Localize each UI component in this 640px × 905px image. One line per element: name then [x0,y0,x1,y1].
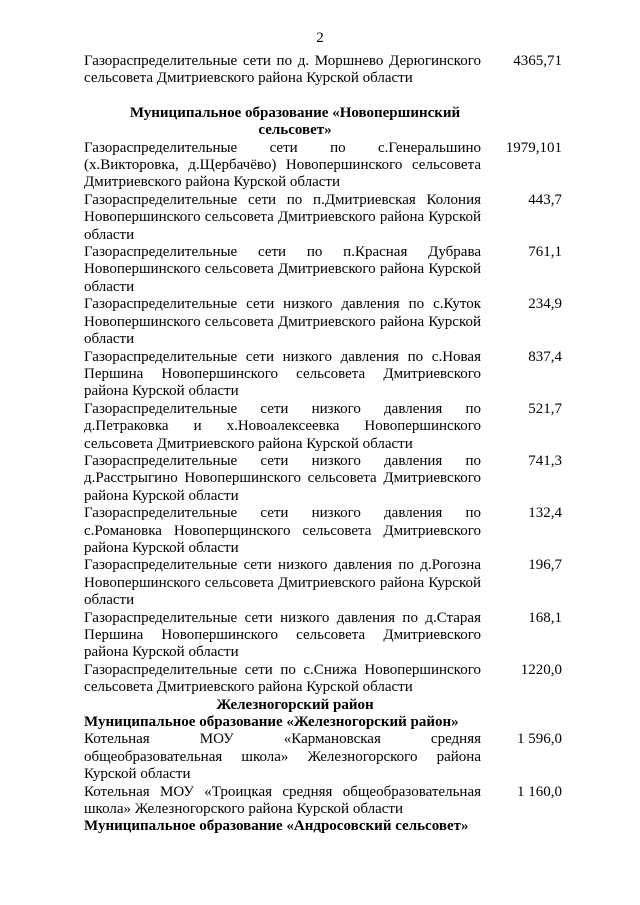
row-value: 1220,0 [520,661,562,678]
row-value: 761,1 [528,244,562,261]
table-row [84,244,564,296]
table-row [84,784,564,819]
row-value: 132,4 [528,505,562,522]
row-description: Газораспределительные сети по д. Моршнево Дерюгинского сельсовета Дмитриевского района Курской области [84,53,481,87]
row-value: 234,9 [528,296,562,313]
document-body [84,53,564,836]
row-description: Газораспределительные сети низкого давления по д.Расстрыгино Новопершинского сельсовета Дмитриевского района Курской области [84,452,481,504]
table-row [84,662,564,697]
table-row [84,401,564,453]
page-number: 2 [316,30,324,46]
row-value: 4365,71 [513,53,562,69]
row-value: 741,3 [528,452,562,469]
row-description: Газораспределительные сети низкого давления по с.Романовка Новоперщинского сельсовета Дмитриевского района Курской области [84,505,481,556]
table-row [84,192,564,244]
table-row [84,140,564,192]
table-row [84,453,564,505]
row-description: Котельная МОУ «Кармановская средняя общеобразовательная школа» Железногорского района Курской области [84,731,481,783]
row-value: 1 160,0 [517,783,562,800]
row-value: 443,7 [528,191,562,208]
row-description: Газораспределительные сети низкого давления по д.Рогозна Новопершинского сельсовета Дмитриевского района Курской области [84,557,481,609]
section-heading: Муниципальное образование «Новопершинский сельсовет» [129,104,461,139]
section-heading: Муниципальное образование «Железногорский район» [84,714,459,731]
section-heading: Муниципальное образование «Андросовский сельсовет» [84,818,469,835]
table-row [84,349,564,401]
row-value: 1979,101 [505,139,562,156]
table-row [84,610,564,662]
row-value: 837,4 [528,348,562,365]
row-description: Газораспределительные сети низкого давления по с.Новая Першина Новопершинского сельсовета Дмитриевского района Курской области [84,348,481,400]
row-description: Газораспределительные сети низкого давления по с.Куток Новопершинского сельсовета Дмитриевского района Курской области [84,296,481,348]
table-row [84,557,564,609]
row-description: Котельная МОУ «Троицкая средняя общеобразовательная школа» Железногорского района Курской области [84,783,481,818]
row-description: Газораспределительные сети низкого давления по д.Петраковка и х.Новоалексеевка Новопершинского сельсовета Дмитриевского района Курской области [84,400,481,452]
row-value: 168,1 [528,609,562,626]
table-row [84,731,564,783]
row-description: Газораспределительные сети по с.Генеральшино (х.Викторовка, д.Щербачёво) Новопершинского сельсовета Дмитриевского района Курской области [84,139,481,191]
table-row [84,505,564,557]
row-description: Газораспределительные сети низкого давления по д.Старая Першина Новопершинского сельсовета Дмитриевского района Курской области [84,609,481,661]
row-value: 521,7 [528,400,562,417]
row-value: 1 596,0 [517,731,562,748]
district-heading: Железногорский район [216,696,374,713]
table-row [84,53,564,88]
row-description: Газораспределительные сети по п.Дмитриевская Колония Новопершинского сельсовета Дмитриевского района Курской области [84,191,481,243]
table-row [84,296,564,348]
row-description: Газораспределительные сети по с.Снижа Новопершинского сельсовета Дмитриевского района Курской области [84,661,481,696]
row-value: 196,7 [528,557,562,574]
row-description: Газораспределительные сети по п.Красная Дубрава Новопершинского сельсовета Дмитриевского района Курской области [84,244,481,295]
